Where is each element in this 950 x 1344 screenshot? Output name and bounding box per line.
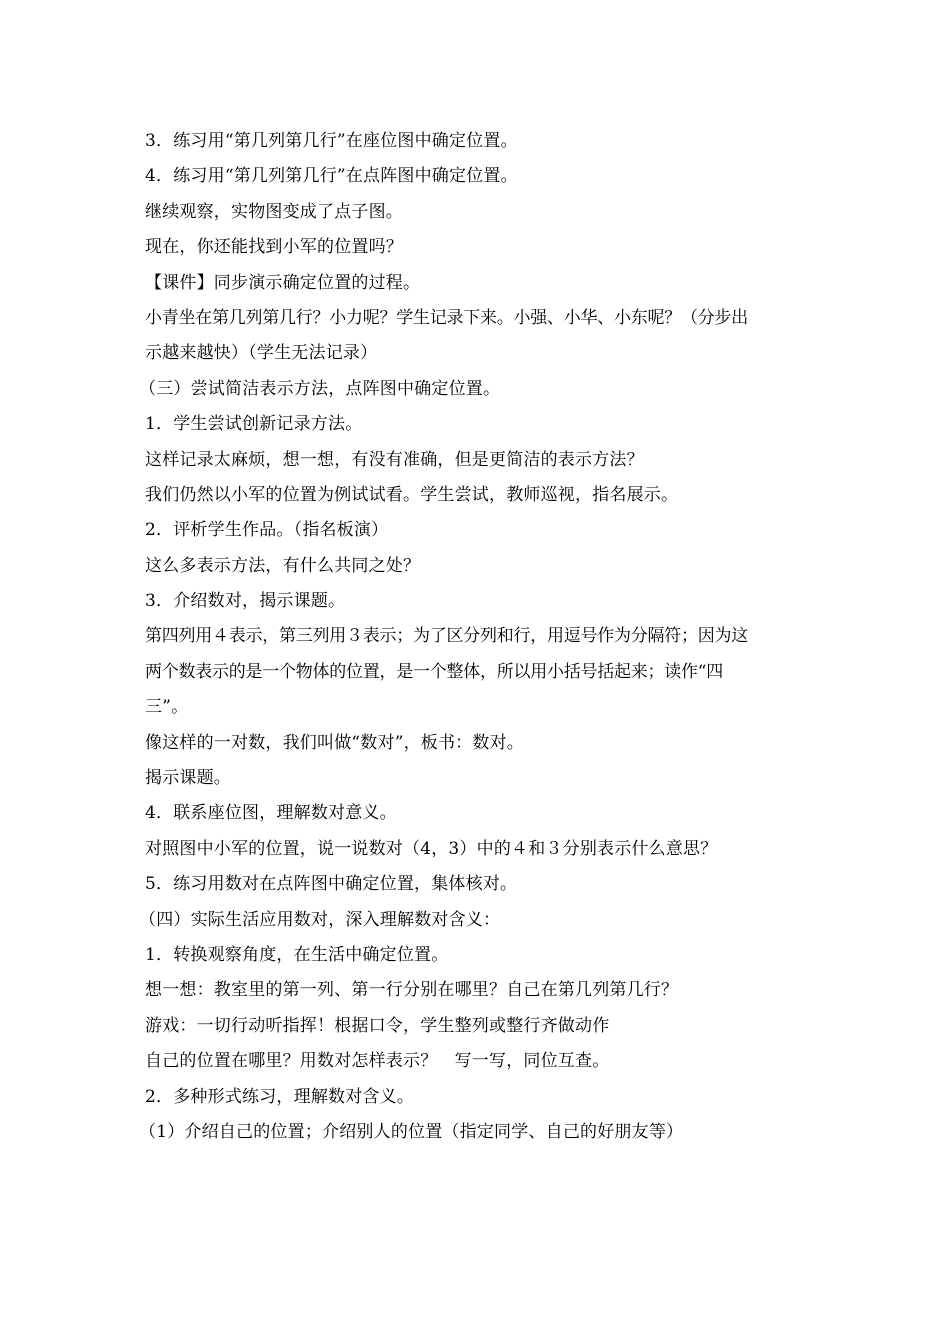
paragraph-line: 这样记录太麻烦，想一想，有没有准确，但是更简洁的表示方法？: [145, 449, 644, 470]
paragraph-line: 想一想：教室里的第一列、第一行分别在哪里？自己在第几列第几行？: [145, 980, 679, 1001]
section-heading: （四）实际生活应用数对，深入理解数对含义：: [139, 909, 501, 930]
paragraph-line: 4．练习用“第几列第几行”在点阵图中确定位置。: [145, 166, 518, 187]
paragraph-line: 3．练习用“第几列第几行”在座位图中确定位置。: [145, 131, 518, 151]
paragraph-line: 小青坐在第几列第几行？小力呢？学生记录下来。小强、小华、小东呢？（分步出: [145, 307, 748, 328]
paragraph-line: 现在，你还能找到小军的位置吗？: [145, 237, 403, 258]
paragraph-line: 2．评析学生作品。（指名板演）: [145, 520, 389, 541]
paragraph-line: （1）介绍自己的位置；介绍别人的位置（指定同学、自己的好朋友等）: [139, 1121, 684, 1142]
paragraph-line: 示越来越快）（学生无法记录）: [145, 343, 378, 364]
paragraph-line: 对照图中小军的位置，说一说数对（4，3）中的４和３分别表示什么意思？: [145, 838, 718, 859]
paragraph-line: 游戏：一切行动听指挥！根据口令，学生整列或整行齐做动作: [145, 1015, 610, 1036]
paragraph-line: 【课件】同步演示确定位置的过程。: [145, 272, 421, 293]
paragraph-line: 1．学生尝试创新记录方法。: [145, 414, 363, 435]
paragraph-line: 我们仍然以小军的位置为例试试看。学生尝试，教师巡视，指名展示。: [145, 484, 679, 505]
paragraph-line: 自己的位置在哪里？用数对怎样表示？ 写一写，同位互查。: [145, 1051, 610, 1072]
paragraph-line: 4．联系座位图，理解数对意义。: [145, 803, 397, 824]
paragraph-line: 两个数表示的是一个物体的位置，是一个整体，所以用小括号括起来；读作“四: [145, 661, 723, 682]
paragraph-line: 这么多表示方法，有什么共同之处？: [145, 555, 421, 576]
paragraph-line: 像这样的一对数，我们叫做“数对”，板书：数对。: [145, 732, 524, 753]
section-heading: （三）尝试简洁表示方法，点阵图中确定位置。: [139, 378, 501, 399]
paragraph-line: 3．介绍数对，揭示课题。: [145, 591, 346, 612]
paragraph-line: 1．转换观察角度，在生活中确定位置。: [145, 944, 449, 965]
paragraph-line: 三”。: [145, 697, 189, 718]
paragraph-line: 2．多种形式练习，理解数对含义。: [145, 1086, 415, 1107]
paragraph-line: 揭示课题。: [145, 768, 231, 789]
paragraph-line: 5．练习用数对在点阵图中确定位置，集体核对。: [145, 874, 518, 895]
paragraph-line: 继续观察，实物图变成了点子图。: [145, 201, 403, 222]
document-body: [139, 124, 815, 1150]
paragraph-line: 第四列用４表示，第三列用３表示；为了区分列和行，用逗号作为分隔符；因为这: [145, 626, 748, 647]
